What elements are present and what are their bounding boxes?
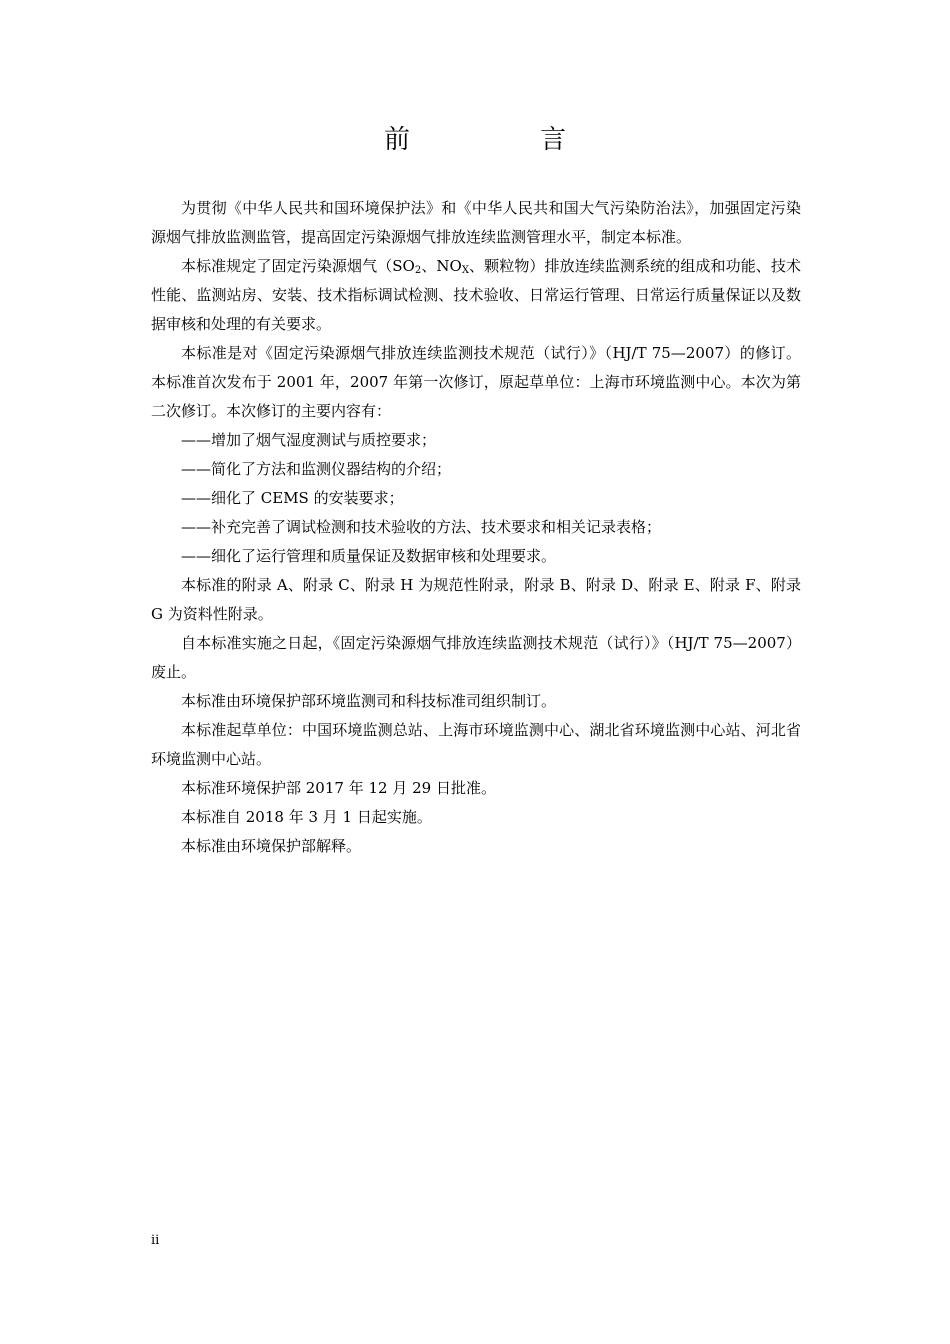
page-title: 前 言 — [383, 125, 618, 155]
paragraph-approval: 本标准环境保护部 2017 年 12 月 29 日批准。 — [181, 779, 496, 797]
revision-item: ——简化了方法和监测仪器结构的介绍； — [181, 460, 452, 478]
paragraph-organizer: 本标准由环境保护部环境监测司和科技标准司组织制订。 — [181, 692, 557, 710]
foreword-body — [151, 194, 801, 861]
paragraph-drafters: 本标准起草单位：中国环境监测总站、上海市环境监测中心、湖北省环境监测中心站、河北省环境监测中心站。 — [151, 721, 801, 768]
paragraph-purpose: 为贯彻《中华人民共和国环境保护法》和《中华人民共和国大气污染防治法》，加强固定污染源烟气排放监测监管，提高固定污染源烟气排放连续监测管理水平，制定本标准。 — [151, 199, 801, 246]
revision-item: ——增加了烟气湿度测试与质控要求； — [181, 431, 437, 449]
revision-item: ——补充完善了调试检测和技术验收的方法、技术要求和相关记录表格； — [181, 518, 662, 536]
paragraph-effective-date: 本标准自 2018 年 3 月 1 日起实施。 — [181, 808, 432, 826]
revision-item: ——细化了 CEMS 的安装要求； — [181, 489, 404, 507]
paragraph-scope: 本标准规定了固定污染源烟气（$SO_2$、$NO_X$、颗粒物）排放连续监测系统的组成和功能、技术性能、监测站房、安装、技术指标调试检测、技术验收、日常运行管理、日常运行质量保证以及数据审核和处理的有关要求。 — [151, 257, 801, 333]
paragraph-interpretation: 本标准由环境保护部解释。 — [181, 837, 362, 855]
paragraph-abolition: 自本标准实施之日起，《固定污染源烟气排放连续监测技术规范（试行）》（HJ/T 75—2007）废止。 — [151, 634, 801, 681]
revision-item: ——细化了运行管理和质量保证及数据审核和处理要求。 — [181, 547, 557, 565]
paragraph-appendices: 本标准的附录 A、附录 C、附录 H 为规范性附录，附录 B、附录 D、附录 E、附录 F、附录 G 为资料性附录。 — [151, 576, 801, 623]
page-number: ii — [151, 1233, 160, 1248]
paragraph-revision-history: 本标准是对《固定污染源烟气排放连续监测技术规范（试行）》（HJ/T 75—2007）的修订。本标准首次发布于 2001 年，2007 年第一次修订，原起草单位：上海市环境监测中心。本次为第二次修订。本次修订的主要内容有： — [151, 344, 801, 420]
